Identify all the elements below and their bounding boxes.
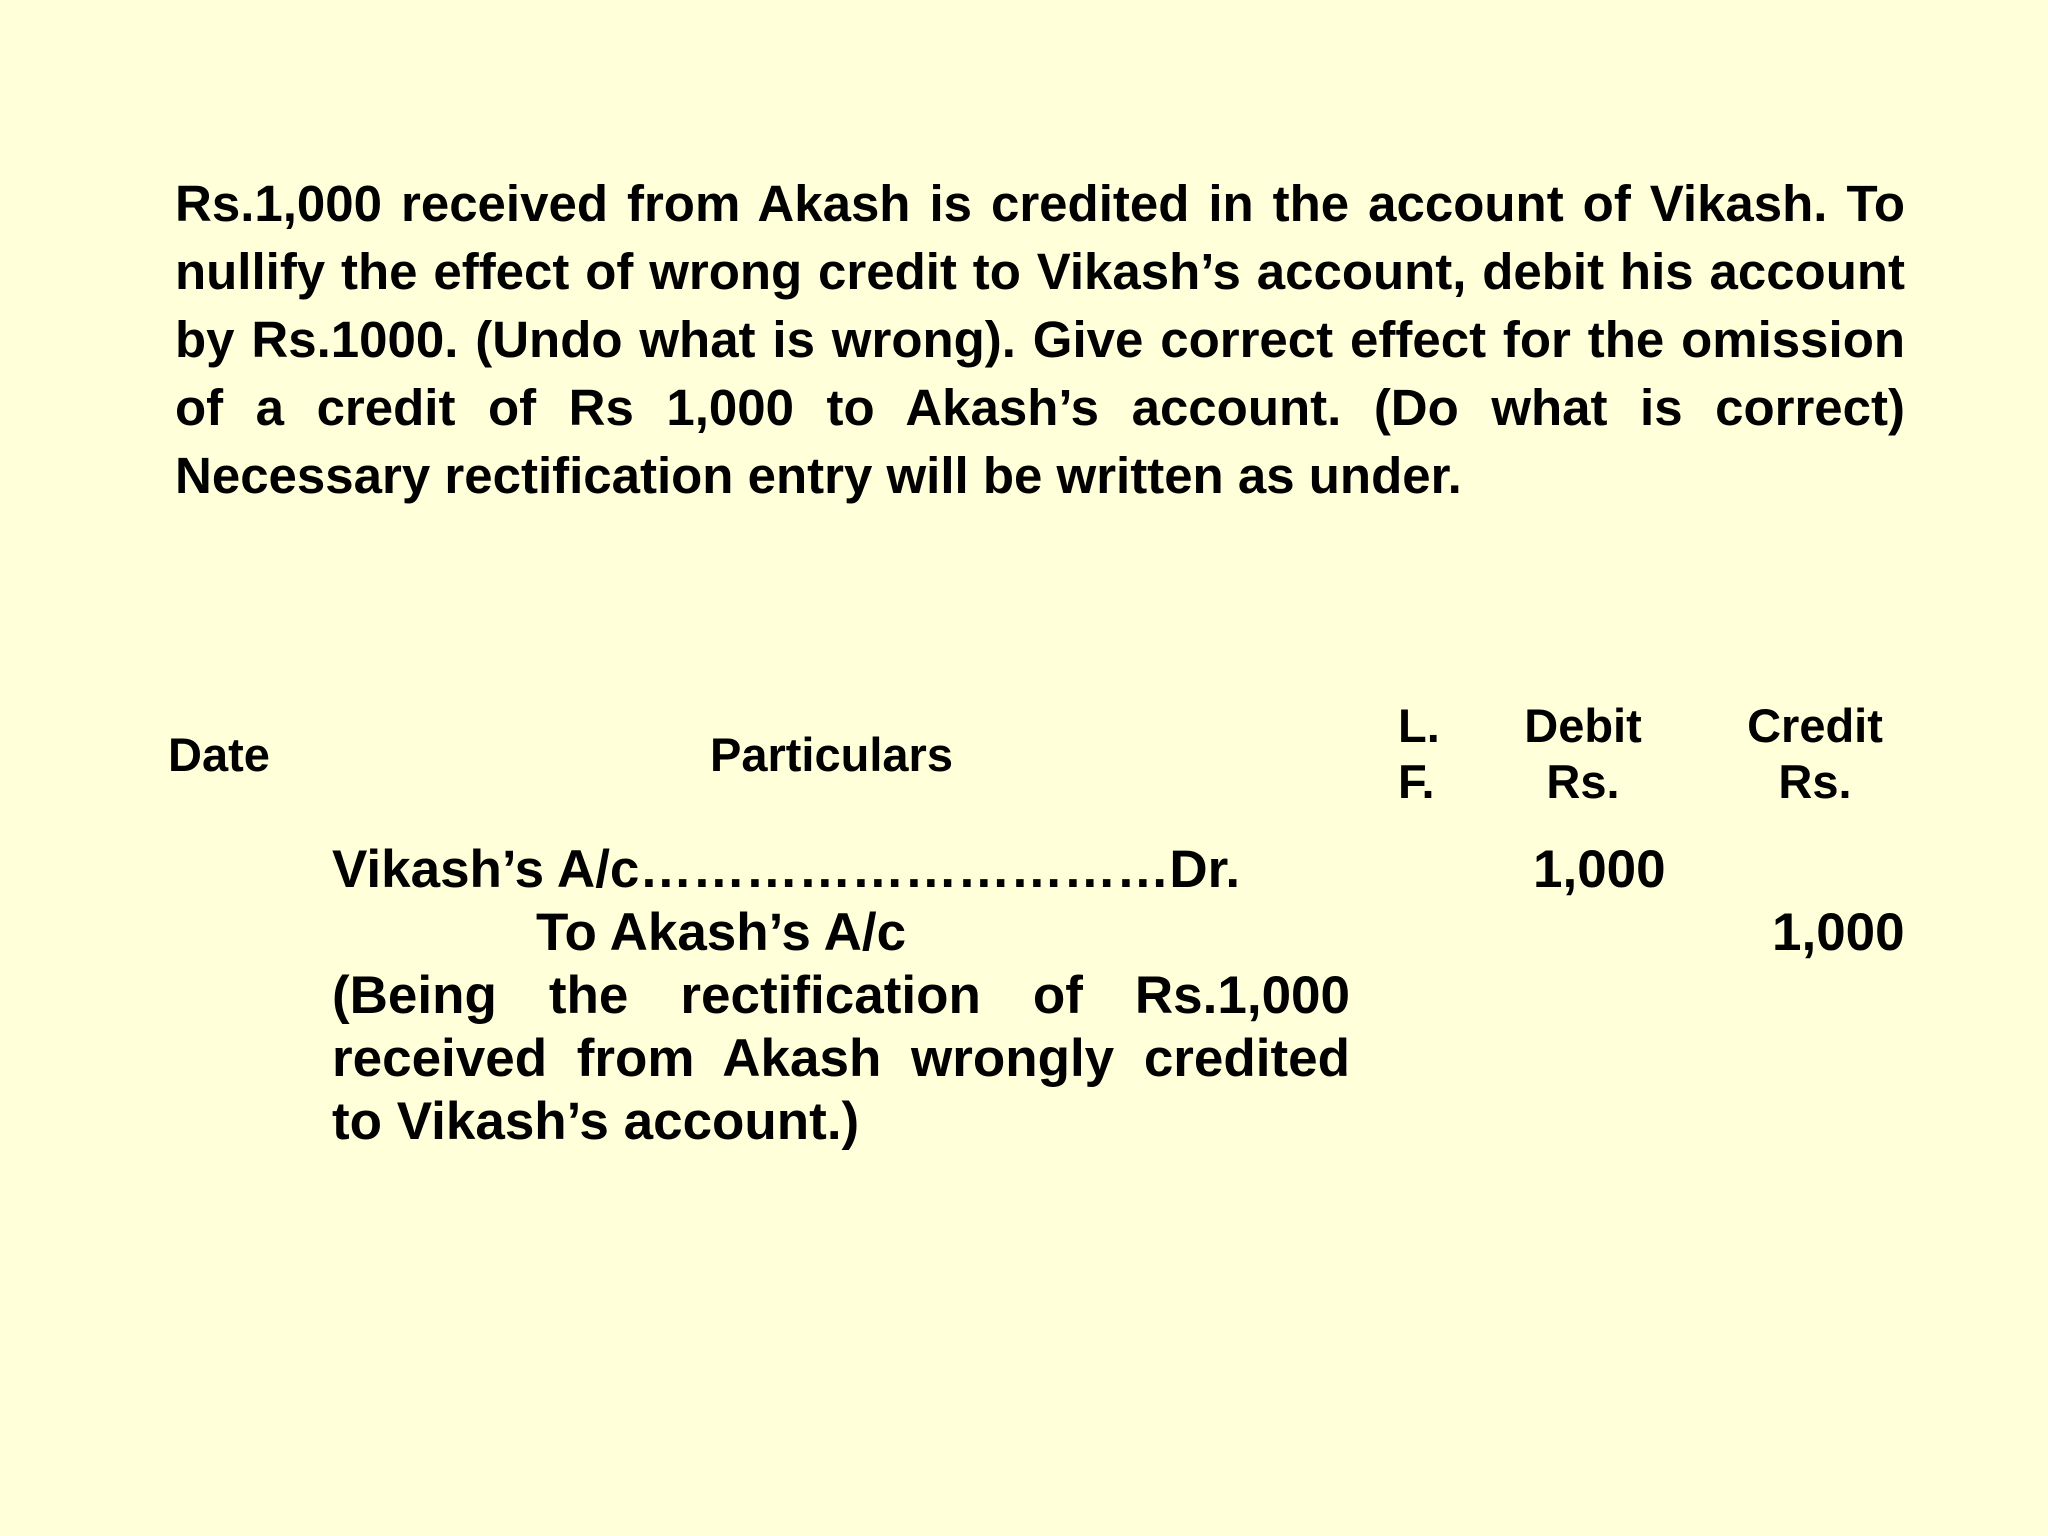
intro-paragraph: Rs.1,000 received from Akash is credited in the account of Vikash. To nullify the effect of wrong credit to Vikash’s account, debit his account by Rs.1000. (Undo what is wrong). Give correct effect for the omission of a credit of Rs 1,000 to Akash’s account. (Do what is correct) Necessary rectification entry will be written as under. — [175, 175, 1905, 504]
entry-debit-amount: 1,000 — [1533, 840, 1666, 899]
entry-credit-account: To Akash’s A/c — [536, 903, 907, 962]
header-debit-line2: Rs. — [1546, 755, 1620, 808]
entry-credit-amount: 1,000 — [1772, 903, 1905, 962]
header-particulars: Particulars — [710, 728, 953, 781]
header-ledger-folio — [1398, 698, 1440, 810]
header-credit — [1740, 698, 1890, 810]
header-credit-line2: Rs. — [1778, 755, 1852, 808]
header-debit-line1: Debit — [1524, 699, 1642, 752]
header-date: Date — [168, 728, 270, 781]
header-lf-line2: F. — [1398, 755, 1435, 808]
header-credit-line1: Credit — [1747, 699, 1883, 752]
entry-narration: (Being the rectification of Rs.1,000 received from Akash wrongly credited to Vikash’s account.) — [332, 966, 1350, 1151]
header-debit — [1518, 698, 1648, 810]
header-lf-line1: L. — [1398, 699, 1440, 752]
entry-debit-account: Vikash’s A/c…………………………Dr. — [332, 840, 1241, 899]
